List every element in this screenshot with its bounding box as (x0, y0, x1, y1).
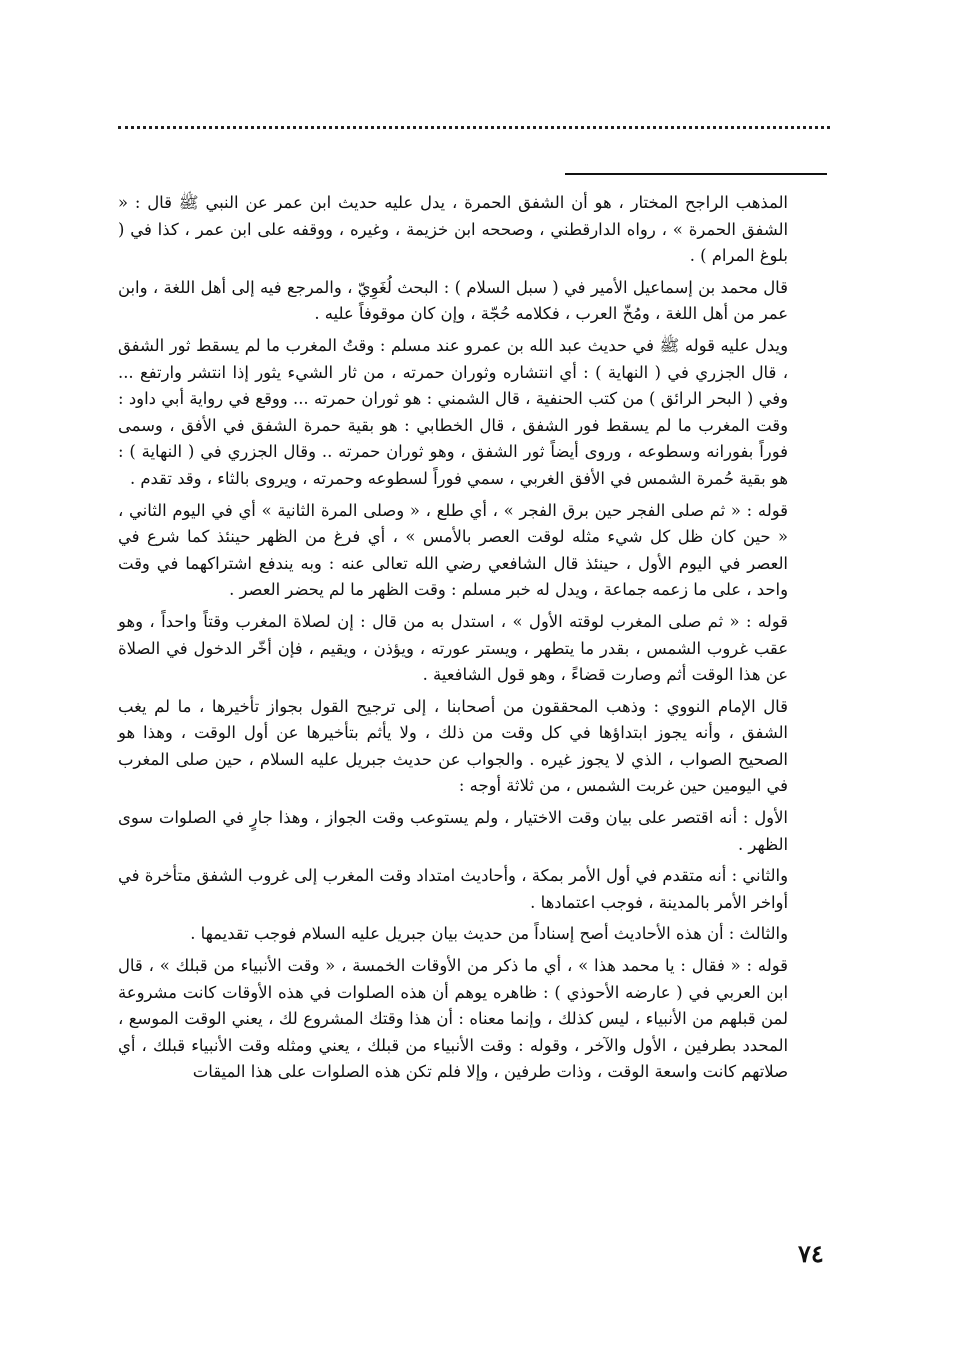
paragraph: قال محمد بن إسماعيل الأمير في ( سبل السلام ) : البحث لُغَوِيّ ، والمرجع فيه إلى أهل اللغة ، وابن عمر من أهل اللغة ، ومُخّ العرب ، فكلامه حُجّة ، وإن كان موقوفاً عليه . (118, 277, 788, 324)
paragraph: الأول : أنه اقتصر على بيان وقت الاختيار ، ولم يستوعب وقت الجواز ، وهذا جارٍ في الصلوات سوى الظهر . (118, 808, 788, 854)
paragraph: المذهب الراجح المختار ، هو أن الشفق الحمرة ، يدل عليه حديث ابن عمر عن النبي ﷺ قال : « الشفق الحمرة » ، رواه الدارقطني ، وصححه ابن خزيمة ، وغيره ، ووقفه على ابن عمر ، كذا في ( بلوغ المرام ) . (118, 193, 788, 266)
paragraph: قوله : « فقال : يا محمد هذا » ، أي ما ذكر من الأوقات الخمسة ، « وقت الأنبياء من قبلك » ، قال ابن العربي في ( عارضه الأحوذي ) : ظاهره يوهم أن هذه الصلوات في هذه الأوقات كانت مشروعة لمن قبلهم من الأنبياء ، ليس كذلك ، وإنما معناه : أن هذا وقتك المشروع لك ، يعني الوقت الموسع ، المحدد بطرفين ، الأول والآخر ، وقوله : وقت الأنبياء من قبلك ، يعني ومثله وقت الأنبياء قبلك ، أي صلاتهم كانت واسعة الوقت ، وذات طرفين ، وإلا فلم تكن هذه الصلوات على هذا الميقات (118, 956, 788, 1082)
paragraph: قوله : « ثم صلى المغرب لوقته الأول » ، استدل به من قال : إن لصلاة المغرب وقتاً واحداً ، وهو عقب غروب الشمس ، بقدر ما يتطهر ، ويستر عورته ، ويؤذن ، ويقيم ، فإن أخّر الدخول في الصلاة عن هذا الوقت أثم وصارت قضاءً ، وهو قول الشافعية . (118, 611, 788, 685)
footnote-rule (565, 173, 827, 175)
paragraph: والثالث : أن هذه الأحاديث أصح إسناداً من حديث بيان جبريل عليه السلام فوجب تقديمها . (190, 924, 788, 944)
page-number: ٧٤ (798, 1239, 824, 1268)
page-body (118, 190, 788, 1086)
paragraph: قوله : « ثم صلى الفجر حين برق الفجر » ، أي طلع ، « وصلى المرة الثانية » أي في اليوم الثاني ، « حين كان ظل كل شيء مثله لوقت العصر بالأمس » ، أي فرغ من الظهر حينئذ كما شرع في العصر في اليوم الأول ، حينئذ قال الشافعي رضي الله تعالى عنه : وبه يندفع اشتراكهما في وقت واحد ، على ما زعمه جماعة ، ويدل له خبر مسلم : وقت الظهر ما لم يحضر العصر . (118, 500, 788, 600)
dotted-separator (118, 126, 830, 129)
paragraph: والثاني : أنه متقدم في أول الأمر بمكة ، وأحاديث امتداد وقت المغرب إلى غروب الشفق متأخرة في أواخر الأمر بالمدينة ، فوجب اعتمادها . (118, 866, 788, 912)
paragraph: قال الإمام النووي : وذهب المحققون من أصحابنا ، إلى ترجيح القول بجواز تأخيرها ، ما لم يغب الشفق ، وأنه يجوز ابتداؤها في كل وقت من ذلك ، ولا يأثم بتأخيرها عن أول الوقت ، وهذا هو الصحيح الصواب ، الذي لا يجوز غيره . والجواب عن حديث جبريل عليه السلام ، حين صلى المغرب في اليومين حين غربت الشمس ، من ثلاثة أوجه : (118, 696, 788, 796)
paragraph: ويدل عليه قوله ﷺ في حديث عبد الله بن عمرو عند مسلم : وقتُ المغرب ما لم يسقط ثور الشفق ، قال الجزري في ( النهاية ) : أي انتشاره وثوران حمرته ، من ثار الشيء يثور إذا انتشر وارتفع ... وفي ( البحر الرائق ) من كتب الحنفية ، قال الشمني : هو ثوران حمرته ... ووقع في رواية أبي داود : وقت المغرب ما لم يسقط فور الشفق ، قال الخطابي : هو بقية حمرة الشفق في الأفق ، وسمى فوراً بفورانه وسطوعه ، وروى أيضاً ثور الشفق ، وهو ثوران حمرته .. وقال الجزري في ( النهاية ) : هو بقية حُمرة الشمس في الأفق الغربي ، سمي فوراً لسطوعه وحمرته ، ويروى بالثاء ، وقد تقدم . (118, 335, 788, 488)
